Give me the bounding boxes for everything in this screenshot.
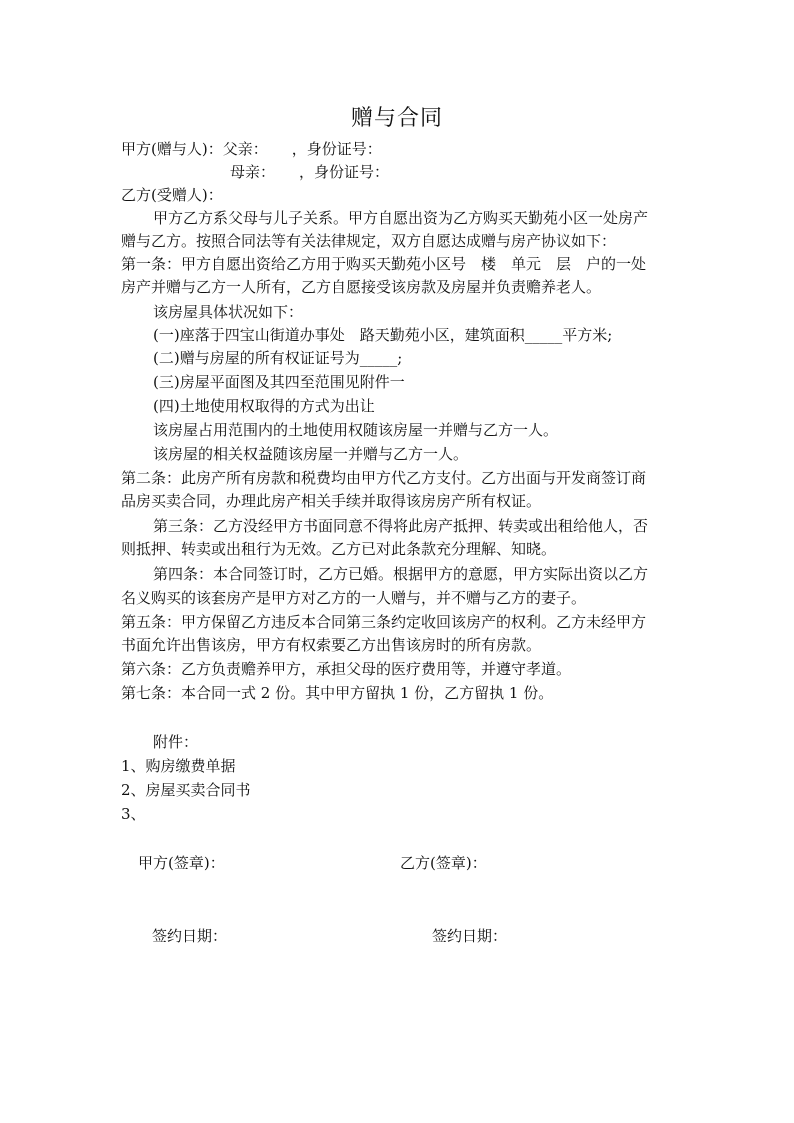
party-b-date-label: 签约日期： xyxy=(432,927,508,945)
detail-item: (二)赠与房屋的所有权证证号为_____; xyxy=(153,349,403,367)
party-a-label: 甲方(赠与人)：父亲： xyxy=(121,140,268,158)
attachment-item: 1、购房缴费单据 xyxy=(121,757,236,775)
article-2-line: 品房买卖合同，办理此房产相关手续并取得该房房产所有权证。 xyxy=(121,492,542,510)
intro-line: 甲方乙方系父母与儿子关系。甲方自愿出资为乙方购买天勤苑小区一处房产 xyxy=(153,209,649,227)
detail-item: (一)座落于四宝山街道办事处 路天勤苑小区，建筑面积_____平方米; xyxy=(153,326,613,344)
article-1-line: 第一条：甲方自愿出资给乙方用于购买天勤苑小区号 楼 单元 层 户的一处 xyxy=(121,255,647,273)
party-a-mother-line xyxy=(230,161,790,184)
father-id-label: ，身份证号： xyxy=(291,140,382,158)
rights-text: 该房屋的相关权益随该房屋一并赠与乙方一人。 xyxy=(153,445,469,463)
land-use-text: 该房屋占用范围内的土地使用权随该房屋一并赠与乙方一人。 xyxy=(153,421,559,439)
detail-item: (三)房屋平面图及其四至范围见附件一 xyxy=(153,373,405,391)
article-3-line: 则抵押、转卖或出租行为无效。乙方已对此条款充分理解、知晓。 xyxy=(121,540,557,558)
intro-line: 赠与乙方。按照合同法等有关法律规定，双方自愿达成赠与房产协议如下： xyxy=(121,232,617,250)
details-intro: 该房屋具体状况如下： xyxy=(153,303,304,321)
article-5-line: 书面允许出售该房，甲方有权索要乙方出售该房时的所有房款。 xyxy=(121,636,542,654)
party-a-signature-label: 甲方(签章)： xyxy=(138,854,225,872)
contract-title: 赠与合同 xyxy=(350,106,443,131)
article-2-line: 第二条：此房产所有房款和税费均由甲方代乙方支付。乙方出面与开发商签订商 xyxy=(121,469,647,487)
attachment-item: 3、 xyxy=(121,805,146,823)
article-5-line: 第五条：甲方保留乙方违反本合同第三条约定收回该房产的权利。乙方未经甲方 xyxy=(121,613,647,631)
party-a-father-line xyxy=(121,138,681,161)
detail-item: (四)土地使用权取得的方式为出让 xyxy=(153,397,375,415)
article-7-text: 第七条：本合同一式 2 份。其中甲方留执 1 份，乙方留执 1 份。 xyxy=(121,684,554,702)
mother-label: 母亲： xyxy=(230,163,276,181)
mother-id-label: ，身份证号： xyxy=(299,163,390,181)
article-3-line: 第三条：乙方没经甲方书面同意不得将此房产抵押、转卖或出租给他人，否 xyxy=(153,517,649,535)
attachment-item: 2、房屋买卖合同书 xyxy=(121,781,251,799)
party-a-date-label: 签约日期： xyxy=(152,927,228,945)
party-b-signature-label: 乙方(签章)： xyxy=(400,854,487,872)
party-b-label: 乙方(受赠人)： xyxy=(121,186,223,204)
article-4-line: 名义购买的该套房产是甲方对乙方的一人赠与，并不赠与乙方的妻子。 xyxy=(121,589,587,607)
article-6-text: 第六条：乙方负责赡养甲方，承担父母的医疗费用等，并遵守孝道。 xyxy=(121,660,572,678)
article-1-line: 房产并赠与乙方一人所有，乙方自愿接受该房款及房屋并负责赡养老人。 xyxy=(121,278,602,296)
article-4-line: 第四条：本合同签订时，乙方已婚。根据甲方的意愿，甲方实际出资以乙方 xyxy=(153,565,649,583)
attachments-label: 附件： xyxy=(153,733,199,751)
